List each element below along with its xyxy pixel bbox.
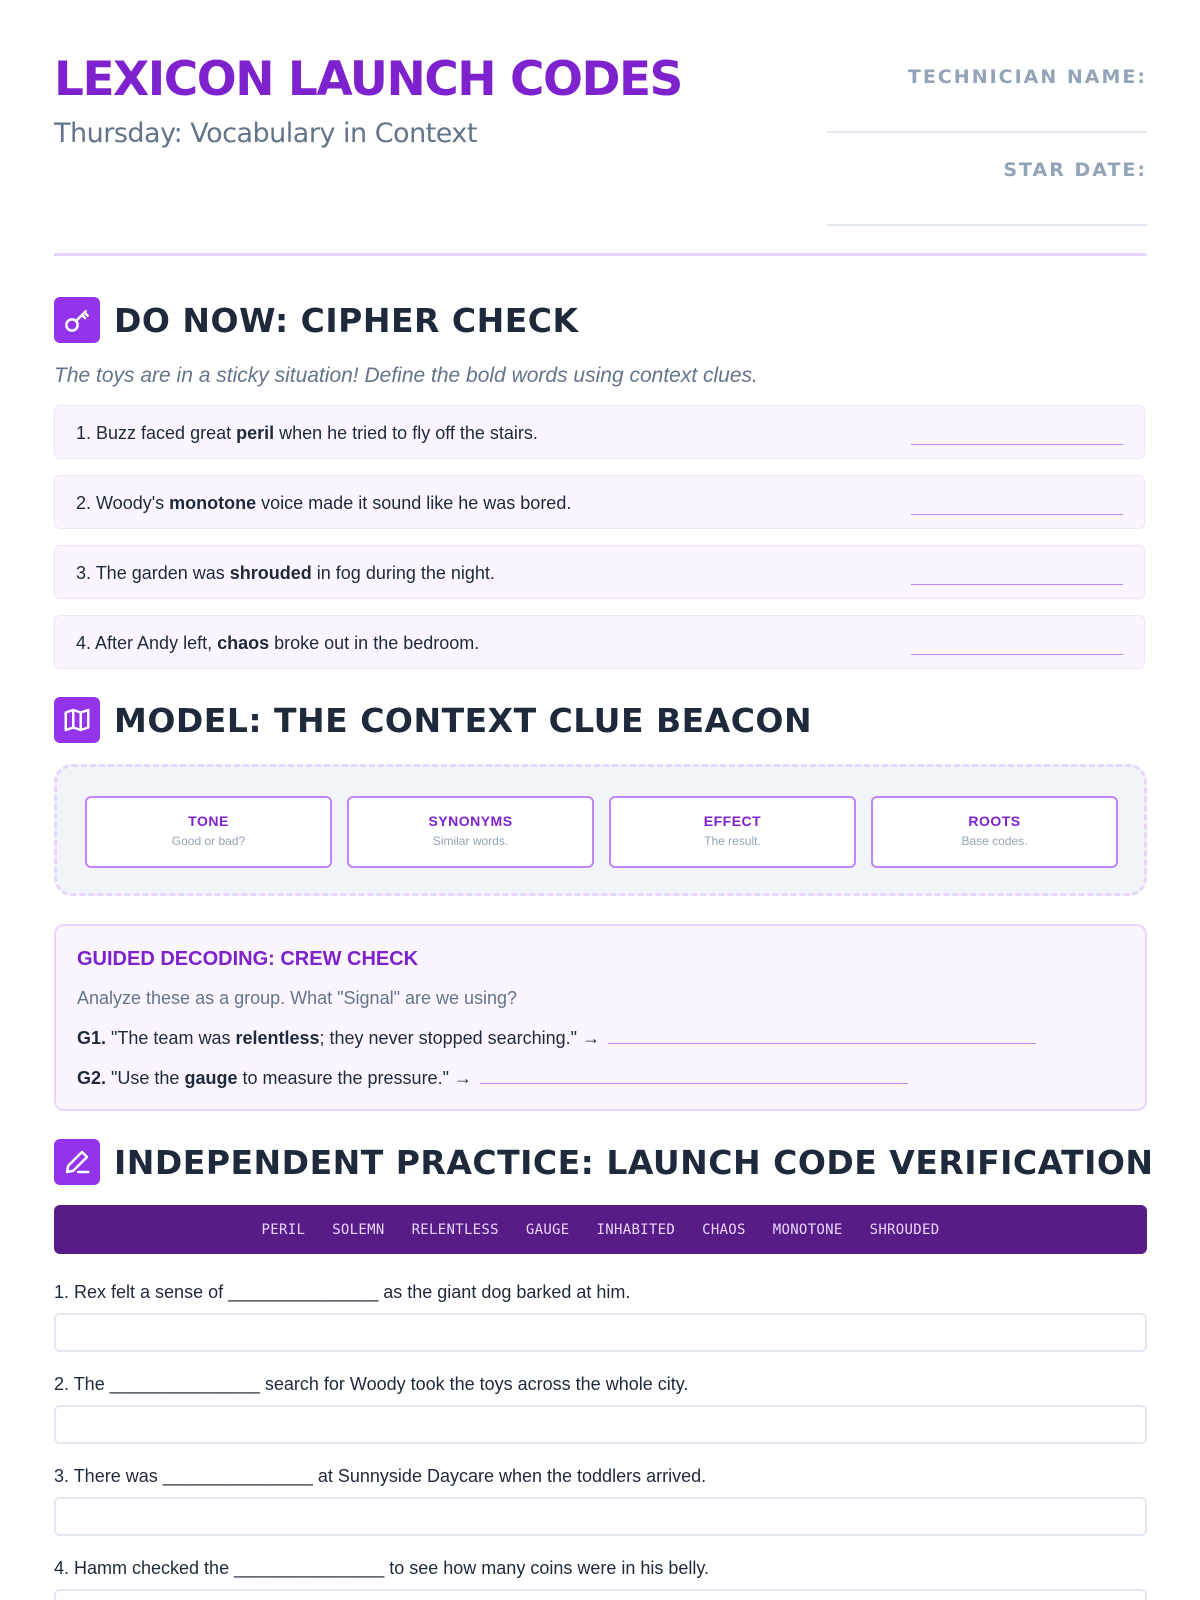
clue-card-roots (871, 796, 1118, 868)
clue-title: TONE (188, 813, 229, 829)
clue-description: Base codes. (961, 834, 1028, 848)
model-heading (54, 697, 812, 743)
section-title: INDEPENDENT PRACTICE: LAUNCH CODE VERIFICATION (114, 1142, 1154, 1182)
guided-item: G2. "Use the gauge to measure the pressure." → (77, 1068, 908, 1089)
guided-decoding-box (54, 924, 1147, 1111)
clue-title: EFFECT (703, 813, 762, 829)
key-icon (54, 297, 100, 343)
do-now-heading (54, 297, 579, 343)
star-date-field[interactable] (827, 224, 1147, 226)
word-bank-item: PERIL (261, 1221, 306, 1238)
word-bank-item: SOLEMN (332, 1221, 385, 1238)
question-text: 4. After Andy left, chaos broke out in the bedroom. (76, 633, 480, 653)
question-row (54, 405, 1145, 459)
context-clue-beacon (54, 764, 1147, 896)
answer-input[interactable] (54, 1313, 1147, 1352)
pencil-icon (54, 1139, 100, 1185)
guided-item: G1. "The team was relentless; they never stopped searching." → (77, 1028, 1036, 1049)
worksheet-page (54, 0, 1154, 1578)
question-row (54, 475, 1145, 529)
answer-line[interactable] (911, 584, 1123, 585)
practice-question: 1. Rex felt a sense of _______________ as the giant dog barked at him. (54, 1282, 631, 1302)
practice-question: 2. The _______________ search for Woody took the toys across the whole city. (54, 1374, 689, 1394)
word-bank-item: SHROUDED (869, 1221, 940, 1238)
worksheet-header (54, 0, 1147, 256)
section-title: DO NOW: CIPHER CHECK (114, 300, 579, 340)
section-title: MODEL: THE CONTEXT CLUE BEACON (114, 700, 813, 740)
answer-line[interactable] (480, 1083, 908, 1084)
question-row (54, 545, 1145, 599)
answer-line[interactable] (911, 654, 1123, 655)
page-subtitle: Thursday: Vocabulary in Context (54, 118, 477, 149)
word-bank-item: MONOTONE (772, 1221, 843, 1238)
answer-line[interactable] (911, 444, 1123, 445)
answer-line[interactable] (608, 1043, 1036, 1044)
technician-name-label: TECHNICIAN NAME: (907, 66, 1147, 88)
clue-description: Good or bad? (171, 834, 246, 848)
star-date-label: STAR DATE: (1003, 159, 1147, 181)
clue-description: Similar words. (432, 834, 509, 848)
word-bank-item: CHAOS (702, 1221, 746, 1238)
clue-card-effect (609, 796, 856, 868)
map-icon (54, 697, 100, 743)
answer-input[interactable] (54, 1497, 1147, 1536)
word-bank-item: RELENTLESS (411, 1221, 499, 1238)
practice-question: 4. Hamm checked the _______________ to see how many coins were in his belly. (54, 1558, 710, 1578)
practice-heading (54, 1139, 1154, 1185)
guided-prompt: Analyze these as a group. What "Signal" are we using? (77, 988, 518, 1008)
guided-title: GUIDED DECODING: CREW CHECK (77, 948, 419, 970)
clue-card-tone (85, 796, 332, 868)
clue-title: SYNONYMS (428, 813, 513, 829)
header-divider (54, 253, 1147, 256)
instructions-text: The toys are in a sticky situation! Define the bold words using context clues. (54, 364, 758, 387)
question-text: 1. Buzz faced great peril when he tried to fly off the stairs. (76, 423, 538, 443)
practice-question: 3. There was _______________ at Sunnyside Daycare when the toddlers arrived. (54, 1466, 707, 1486)
question-row (54, 615, 1145, 669)
answer-input[interactable] (54, 1589, 1147, 1600)
question-text: 2. Woody's monotone voice made it sound like he was bored. (76, 493, 572, 513)
question-text: 3. The garden was shrouded in fog during the night. (76, 563, 495, 583)
word-bank-item: GAUGE (525, 1221, 570, 1238)
clue-title: ROOTS (968, 813, 1021, 829)
clue-card-synonyms (347, 796, 594, 868)
technician-name-field[interactable] (827, 131, 1147, 133)
answer-input[interactable] (54, 1405, 1147, 1444)
page-title: LEXICON LAUNCH CODES (54, 52, 682, 107)
answer-line[interactable] (911, 514, 1123, 515)
clue-description: The result. (704, 834, 761, 848)
word-bank (54, 1205, 1147, 1254)
word-bank-item: INHABITED (596, 1221, 676, 1238)
